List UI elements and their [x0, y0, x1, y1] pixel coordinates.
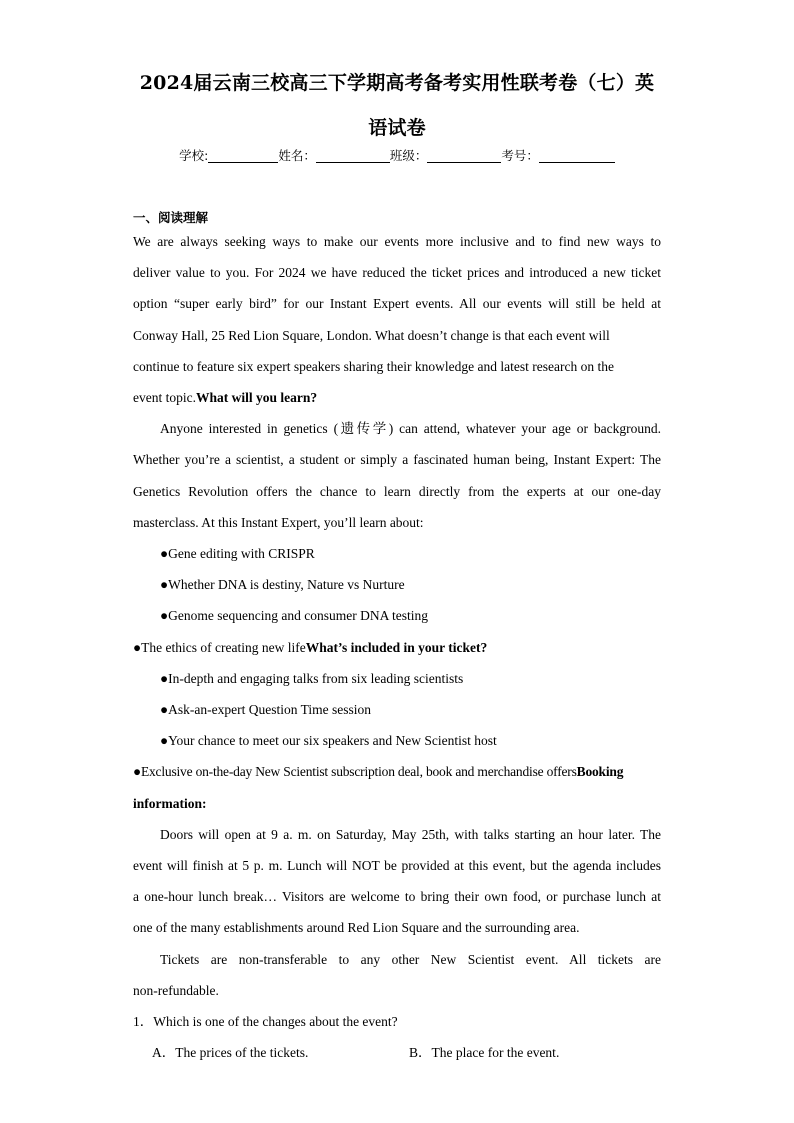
passage-line: one of the many establishments around Red Lion Square and the surrounding area.: [133, 920, 580, 935]
list-item: ●Your chance to meet our six speakers and New Scientist host: [160, 733, 497, 748]
passage-line: a one-hour lunch break… Visitors are welcome to bring their own food, or purchase lunch at: [133, 889, 661, 904]
heading-booking: Booking: [576, 764, 624, 779]
heading-what-will-you-learn: What will you learn?: [195, 390, 318, 405]
class-label: 班级：: [389, 148, 428, 163]
passage-text: event topic.: [133, 390, 196, 405]
name-label: 姓名：: [278, 148, 316, 163]
heading-whats-included: What’s included in your ticket?: [305, 640, 488, 655]
name-blank[interactable]: [316, 149, 390, 163]
class-blank[interactable]: [427, 149, 501, 163]
option-b[interactable]: B．The place for the event.: [409, 1045, 560, 1060]
passage-line: Anyone interested in genetics (遗传学) can attend, whatever your age or background.: [160, 421, 661, 436]
passage-line: deliver value to you. For 2024 we have reduced the ticket prices and introduced a new ticket: [133, 265, 661, 280]
list-item: [133, 764, 661, 780]
passage-line: We are always seeking ways to make our events more inclusive and to find new ways to: [133, 234, 661, 249]
student-info-row: [0, 146, 794, 164]
passage-line: Whether you’re a scientist, a student or simply a fascinated human being, Instant Expert: The: [133, 452, 661, 467]
exam-title-line2: 语试卷: [368, 117, 426, 139]
passage-line: non-refundable.: [133, 983, 219, 998]
section-heading: 一、阅读理解: [133, 210, 209, 225]
question-stem: 1．Which is one of the changes about the event?: [133, 1014, 398, 1029]
school-label: 学校:: [179, 148, 209, 163]
passage-line: Genetics Revolution offers the chance to learn directly from the experts at our one-day: [133, 484, 661, 499]
list-item: ●In-depth and engaging talks from six leading scientists: [160, 671, 464, 686]
passage-line: continue to feature six expert speakers sharing their knowledge and latest research on the: [133, 359, 614, 374]
passage-line: option “super early bird” for our Instant Expert events. All our events will still be held at: [133, 296, 661, 311]
number-label: 考号：: [501, 148, 539, 163]
passage-line: event will finish at 5 p. m. Lunch will NOT be provided at this event, but the agenda includes: [133, 858, 661, 873]
list-item: ●Gene editing with CRISPR: [160, 546, 315, 561]
school-blank[interactable]: [208, 149, 278, 163]
passage-line: masterclass. At this Instant Expert, you’ll learn about:: [133, 515, 424, 530]
list-item: ●Genome sequencing and consumer DNA testing: [160, 608, 428, 623]
list-item-text: ●The ethics of creating new life: [133, 640, 306, 655]
number-blank[interactable]: [539, 149, 615, 163]
list-item: [133, 640, 661, 656]
passage-line: [133, 390, 661, 406]
heading-booking-cont: information:: [133, 796, 207, 811]
list-item: ●Whether DNA is destiny, Nature vs Nurture: [160, 577, 405, 592]
exam-title-line1: 2024届云南三校高三下学期高考备考实用性联考卷（七）英: [139, 72, 655, 94]
passage-line: Tickets are non-transferable to any other New Scientist event. All tickets are: [160, 952, 661, 967]
option-a[interactable]: A．The prices of the tickets.: [152, 1045, 309, 1060]
passage-line: Conway Hall, 25 Red Lion Square, London. What doesn’t change is that each event will: [133, 328, 610, 343]
list-item: ●Ask-an-expert Question Time session: [160, 702, 372, 717]
passage-line: Doors will open at 9 a. m. on Saturday, May 25th, with talks starting an hour later. The: [160, 827, 661, 842]
list-item-text: ●Exclusive on-the-day New Scientist subscription deal, book and merchandise offers: [133, 764, 577, 779]
